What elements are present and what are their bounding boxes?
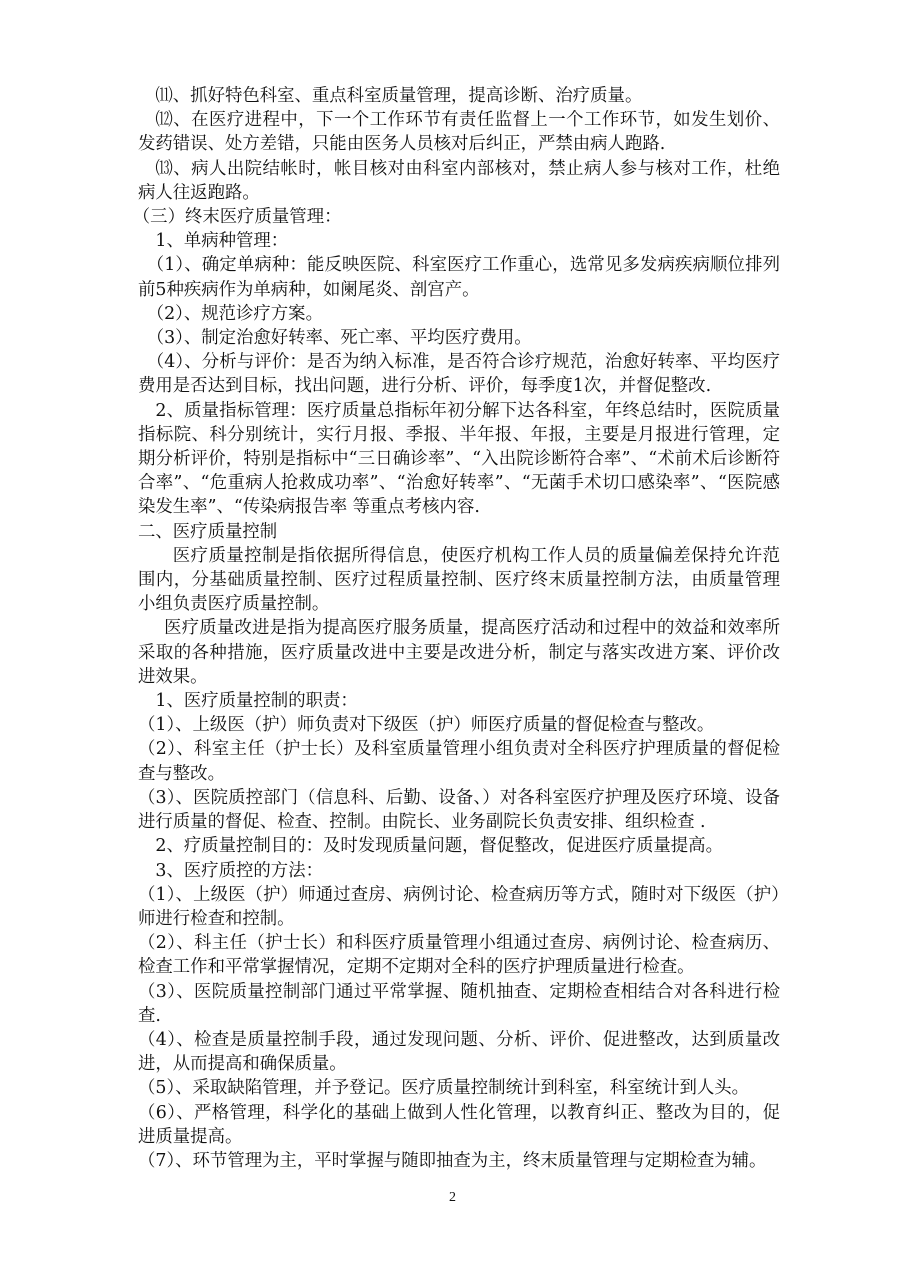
paragraph-single-disease-1: （1）、确定单病种：能反映医院、科室医疗工作重心，选常见多发病疾病顺位排列前5种疾病作为单病种，如阑尾炎、剖宫产。 xyxy=(138,255,780,300)
subheading-control-duties: 1、医疗质量控制的职责： xyxy=(155,691,358,712)
paragraph-quality-indicators: 2、质量指标管理：医疗质量总指标年初分解下达各科室，年终总结时，医院质量指标院、科分别统计，实行月报、季报、半年报、年报，主要是月报进行管理，定期分析评价，特别是指标中“三日确诊率”、“入出院诊断符合率”、“术前术后诊断符合率”、“危重病人抢救成功率”、“治愈好转率”、“无菌手术切口感染率”、“医院感染发生率”、“传染病报告率 等重点考核内容. xyxy=(138,400,780,518)
paragraph-method-7: （7）、环节管理为主，平时掌握与随即抽查为主，终末质量管理与定期检查为辅。 xyxy=(138,1150,767,1171)
paragraph-single-disease-4: （4）、分析与评价：是否为纳入标准，是否符合诊疗规范，治愈好转率、平均医疗费用是否达到目标，找出问题，进行分析、评价，每季度1次，并督促整改. xyxy=(138,352,780,397)
section-heading-quality-control: 二、医疗质量控制 xyxy=(138,521,278,542)
section-heading-terminal-quality: （三）终末医疗质量管理： xyxy=(132,207,342,228)
subheading-single-disease: 1、单病种管理： xyxy=(155,231,289,252)
paragraph-method-2: （2）、科主任（护士长）和科医疗质量管理小组通过查房、病例讨论、检查病历、检查工作和平常掌握情况，定期不定期对全科的医疗护理质量进行检查。 xyxy=(138,933,780,978)
paragraph-duty-1: （1）、上级医（护）师负责对下级医（护）师医疗质量的督促检查与整改。 xyxy=(138,715,715,736)
paragraph-quality-control-definition: 医疗质量控制是指依据所得信息，使医疗机构工作人员的质量偏差保持允许范围内，分基础质量控制、医疗过程质量控制、医疗终末质量控制方法，由质量管理小组负责医疗质量控制。 xyxy=(138,545,780,615)
paragraph-duty-3: （3）、医院质控部门（信息科、后勤、设备、）对各科室医疗护理及医疗环境、设备进行质量的督促、检查、控制。由院长、业务副院长负责安排、组织检查 . xyxy=(138,787,780,833)
paragraph-single-disease-2: （2）、规范诊疗方案。 xyxy=(146,303,323,324)
paragraph-quality-improvement-definition: 医疗质量改进是指为提高医疗服务质量，提高医疗活动和过程中的效益和效率所采取的各种措施，医疗质量改进中主要是改进分析，制定与落实改进方案、评价改进效果。 xyxy=(138,618,780,687)
paragraph-method-6: （6）、严格管理，科学化的基础上做到人性化管理，以教育纠正、整改为目的，促进质量提高。 xyxy=(138,1102,780,1147)
paragraph-method-4: （4）、检查是质量控制手段，通过发现问题、分析、评价、促进整改，达到质量改进，从而提高和确保质量。 xyxy=(138,1029,780,1075)
subheading-control-methods: 3、医疗质控的方法： xyxy=(155,860,323,881)
paragraph-single-disease-3: （3）、制定治愈好转率、死亡率、平均医疗费用。 xyxy=(146,328,532,349)
paragraph-item-11: ⑾、抓好特色科室、重点科室质量管理，提高诊断、治疗质量。 xyxy=(155,86,643,106)
paragraph-method-5: （5）、采取缺陷管理，并予登记。医疗质量控制统计到科室，科室统计到人头。 xyxy=(138,1078,750,1099)
paragraph-duty-2: （2）、科室主任（护士长）及科室质量管理小组负责对全科医疗护理质量的督促检查与整改。 xyxy=(138,739,780,784)
paragraph-method-3: （3）、医院质量控制部门通过平常掌握、随机抽查、定期检查相结合对各科进行检查. xyxy=(138,981,780,1026)
paragraph-item-12: ⑿、在医疗进程中，下一个工作环节有责任监督上一个工作环节，如发生划价、发药错误、处方差错，只能由医务人员核对后纠正，严禁由病人跑路. xyxy=(138,110,780,155)
paragraph-method-1: （1）、上级医（护）师通过查房、病例讨论、检查病历等方式，随时对下级医（护）师进行检查和控制。 xyxy=(138,884,780,929)
page-number: 2 xyxy=(449,1190,456,1205)
document-body xyxy=(132,84,780,1173)
paragraph-item-13: ⒀、病人出院结帐时，帐目核对由科室内部核对，禁止病人参与核对工作，杜绝病人往返跑路。 xyxy=(138,158,780,203)
subheading-control-purpose: 2、疗质量控制目的：及时发现质量问题，督促整改，促进医疗质量提高。 xyxy=(155,836,723,857)
